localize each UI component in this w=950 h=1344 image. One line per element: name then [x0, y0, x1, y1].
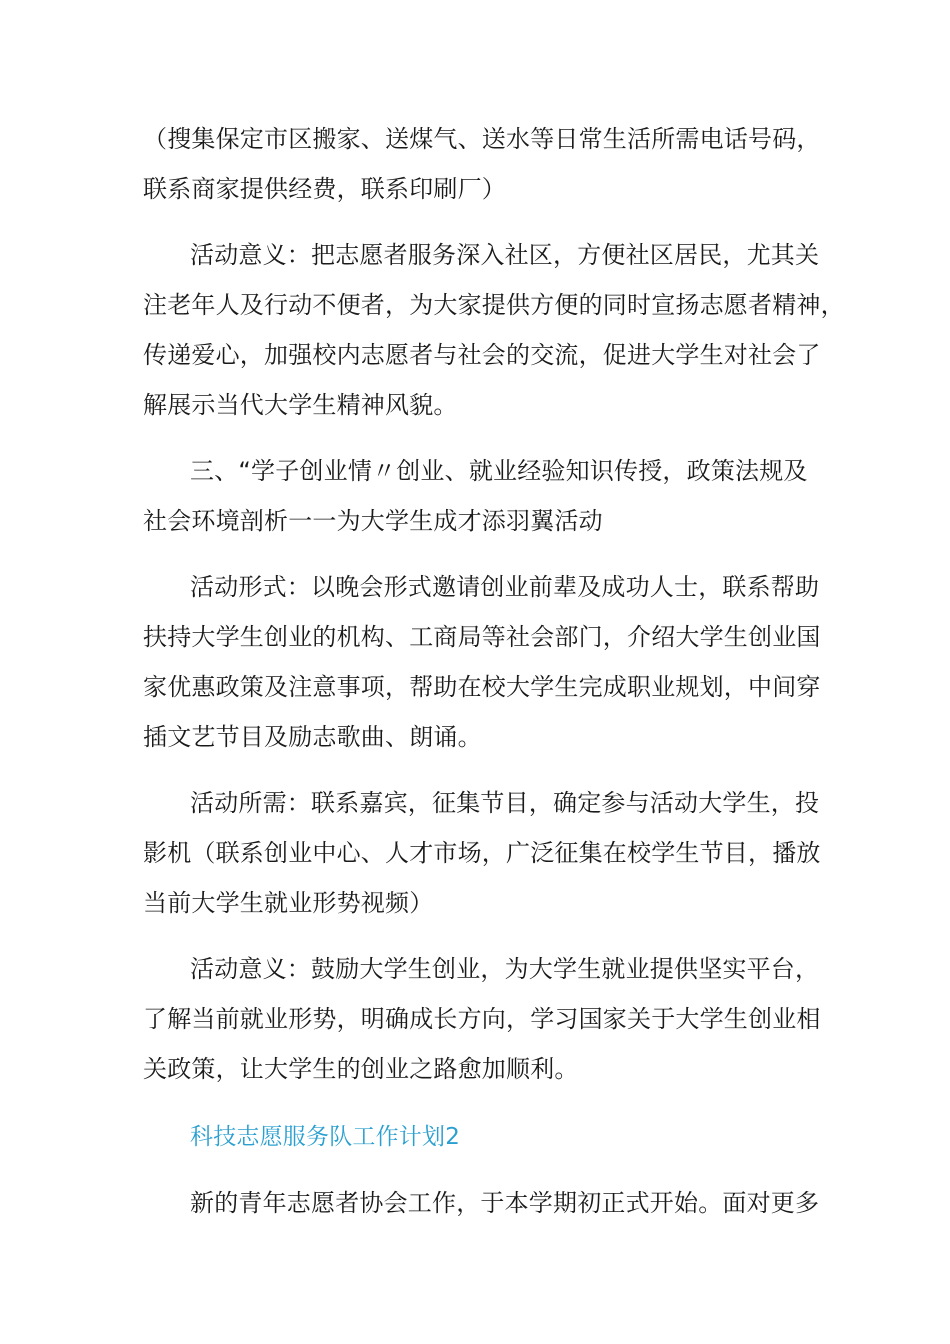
paragraph-line: 新的青年志愿者协会工作，于本学期初正式开始。面对更多 [190, 1189, 820, 1217]
paragraph-line: 活动意义：把志愿者服务深入社区，方便社区居民，尤其关 [190, 241, 820, 269]
paragraph-line: （搜集保定市区搬家、送煤气、送水等日常生活所需电话号码， [143, 125, 821, 153]
paragraph-line: 传递爱心，加强校内志愿者与社会的交流，促进大学生对社会了 [143, 341, 821, 369]
paragraph-line: 了解当前就业形势，明确成长方向，学习国家关于大学生创业相 [143, 1005, 821, 1033]
paragraph-line: 注老年人及行动不便者，为大家提供方便的同时宣扬志愿者精神， [143, 291, 845, 319]
paragraph-line: 活动所需：联系嘉宾，征集节目，确定参与活动大学生，投 [190, 789, 820, 817]
paragraph-line: 社会环境剖析一一为大学生成才添羽翼活动 [143, 507, 603, 535]
paragraph-line: 扶持大学生创业的机构、工商局等社会部门，介绍大学生创业国 [143, 623, 821, 651]
paragraph-line: 影机（联系创业中心、人才市场，广泛征集在校学生节目，播放 [143, 839, 821, 867]
paragraph-line: 当前大学生就业形势视频） [143, 889, 434, 917]
paragraph-line: 活动形式：以晚会形式邀请创业前辈及成功人士，联系帮助 [190, 573, 820, 601]
paragraph-line: 关政策，让大学生的创业之路愈加顺利。 [143, 1055, 579, 1083]
paragraph-line: 插文艺节目及励志歌曲、朗诵。 [143, 723, 482, 751]
paragraph-line: 三、“学子创业情〃创业、就业经验知识传授，政策法规及 [190, 457, 808, 485]
paragraph-line: 解展示当代大学生精神风貌。 [143, 391, 458, 419]
paragraph-line: 联系商家提供经费，联系印刷厂） [143, 175, 506, 203]
section-heading: 科技志愿服务队工作计划2 [190, 1124, 461, 1150]
paragraph-line: 活动意义：鼓励大学生创业，为大学生就业提供坚实平台， [190, 955, 820, 983]
paragraph-line: 家优惠政策及注意事项，帮助在校大学生完成职业规划，中间穿 [143, 673, 821, 701]
